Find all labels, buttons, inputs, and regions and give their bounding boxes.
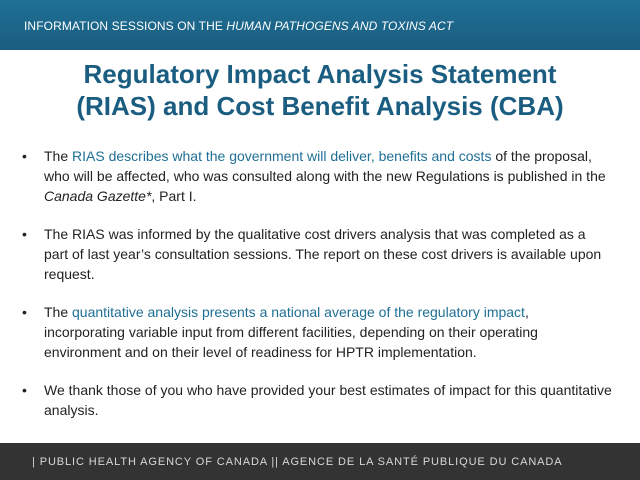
bullet-3-highlight: quantitative analysis presents a national average of the regulatory impact xyxy=(72,304,525,320)
header-title-prefix: INFORMATION SESSIONS ON THE xyxy=(24,19,227,33)
bullet-item-2 xyxy=(22,224,612,284)
footer-bar xyxy=(0,443,640,480)
bullet-dot: • xyxy=(22,226,27,242)
bullet-1-part3: , Part I. xyxy=(151,188,197,204)
bullet-1-italic: Canada Gazette* xyxy=(44,188,152,204)
bullet-1-part2: of the proposal, who will be affected, who was consulted along with the new Regulations is published in the xyxy=(44,148,606,184)
bullet-2-text: The RIAS was informed by the qualitative cost drivers analysis that was completed as a part of last year’s consultation sessions. The report on these cost drivers is available upon request. xyxy=(44,226,602,282)
slide-title xyxy=(0,58,640,122)
bullet-item-4 xyxy=(22,380,612,420)
bullet-item-1 xyxy=(22,146,612,206)
bullet-3-part2: , incorporating variable input from different facilities, depending on their operating environment and on their level of readiness for HPTR implementation. xyxy=(44,304,538,360)
bullet-1-highlight: RIAS describes what the government will deliver, benefits and costs xyxy=(72,148,492,164)
header-title-italic: HUMAN PATHOGENS AND TOXINS ACT xyxy=(226,19,454,33)
header-bar xyxy=(0,0,640,50)
bullet-item-3 xyxy=(22,302,612,362)
header-title xyxy=(24,19,453,33)
bullet-1-text xyxy=(44,148,606,204)
bullet-1-part1: The xyxy=(44,148,73,164)
bullet-3-part1: The xyxy=(44,304,73,320)
bullet-dot: • xyxy=(22,304,27,320)
footer-agency-name: | PUBLIC HEALTH AGENCY OF CANADA || AGENCE DE LA SANTÉ PUBLIQUE DU CANADA xyxy=(32,456,563,468)
bullet-dot: • xyxy=(22,382,27,398)
bullet-dot: • xyxy=(22,148,27,164)
slide-title-line-1: Regulatory Impact Analysis Statement xyxy=(83,59,557,89)
bullet-3-text xyxy=(44,304,538,360)
bullet-4-text: We thank those of you who have provided your best estimates of impact for this quantitative analysis. xyxy=(44,382,612,418)
slide-title-line-2: (RIAS) and Cost Benefit Analysis (CBA) xyxy=(76,91,564,121)
bullet-list xyxy=(22,146,612,420)
